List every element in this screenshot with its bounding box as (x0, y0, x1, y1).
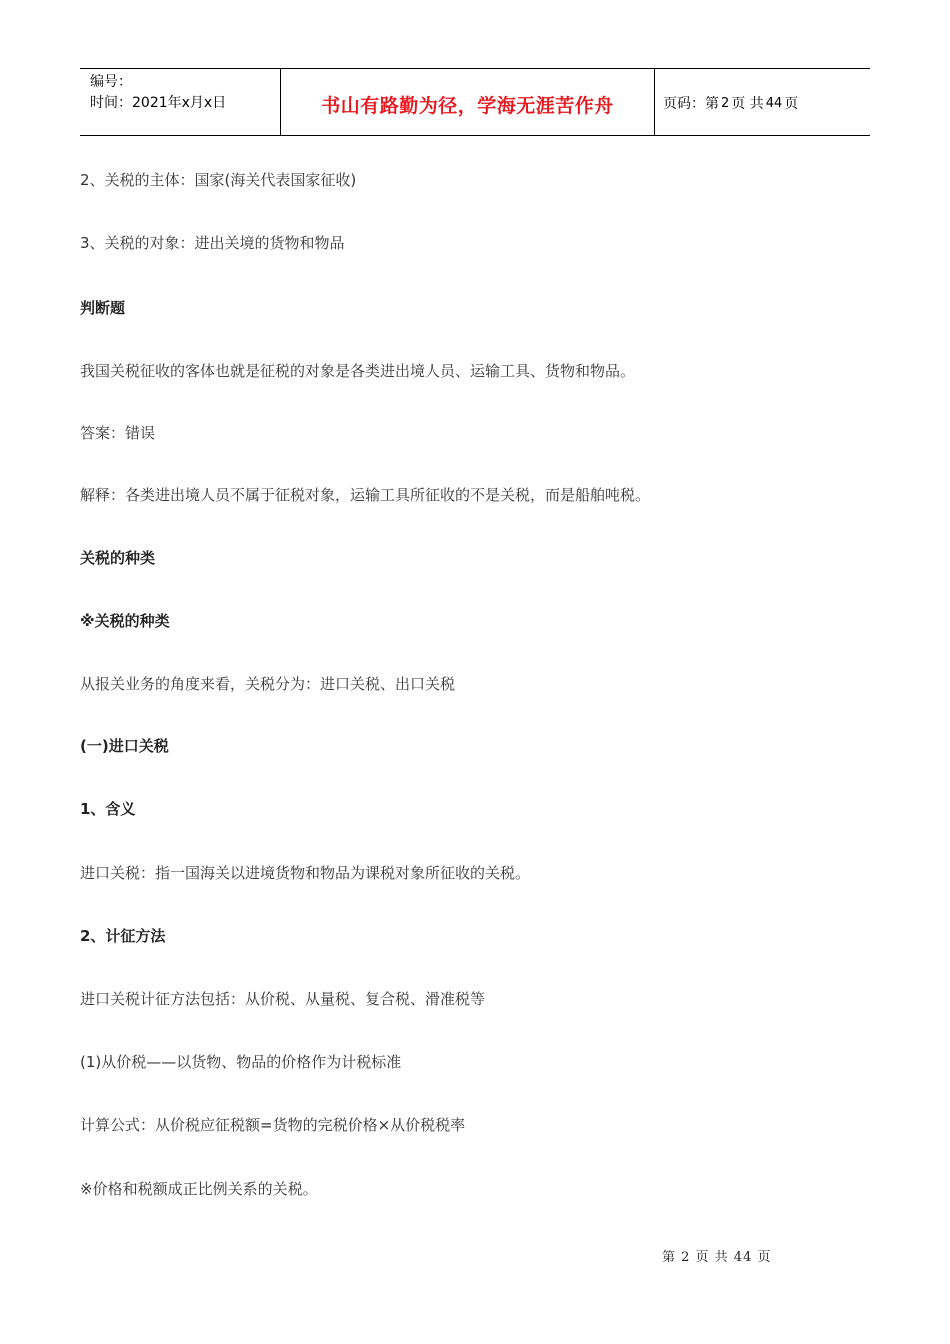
body-paragraph: 2、关税的主体：国家(海关代表国家征收) (80, 171, 357, 189)
body-paragraph: 进口关税：指一国海关以进境货物和物品为课税对象所征收的关税。 (80, 864, 531, 882)
section-heading: 判断题 (80, 299, 126, 317)
document-time: 时间：2021年x月x日 (90, 95, 227, 111)
header-meta-cell (80, 69, 281, 135)
header-page-cell (655, 69, 870, 135)
page-middle: 页 共 (731, 96, 764, 112)
page-prefix: 页码：第 (663, 96, 719, 112)
body-paragraph: 进口关税计征方法包括：从价税、从量税、复合税、滑准税等 (80, 990, 486, 1008)
page-header (80, 68, 870, 136)
section-heading: ※关税的种类 (80, 612, 170, 630)
body-paragraph: 从报关业务的角度来看，关税分为：进口关税、出口关税 (80, 675, 456, 693)
body-paragraph: 计算公式：从价税应征税额=货物的完税价格×从价税税率 (80, 1116, 466, 1134)
section-heading: 1、含义 (80, 800, 136, 818)
page-suffix: 页 (784, 96, 799, 112)
page-footer-number: 第 2 页 共 44 页 (662, 1250, 772, 1265)
body-paragraph: ※价格和税额成正比例关系的关税。 (80, 1180, 318, 1198)
header-motto-cell (281, 69, 655, 135)
body-paragraph: 3、关税的对象：进出关境的货物和物品 (80, 234, 345, 252)
body-paragraph: (1)从价税——以货物、物品的价格作为计税标准 (80, 1053, 402, 1071)
header-motto: 书山有路勤为径，学海无涯苦作舟 (321, 94, 614, 117)
page-total: 44 (765, 95, 783, 111)
section-heading: 2、计征方法 (80, 927, 166, 945)
body-paragraph: 解释：各类进出境人员不属于征税对象，运输工具所征收的不是关税，而是船舶吨税。 (80, 486, 651, 504)
body-paragraph: 答案：错误 (80, 424, 156, 442)
section-heading: 关税的种类 (80, 549, 156, 567)
document-number-label: 编号： (90, 74, 132, 90)
page-current: 2 (721, 95, 730, 111)
body-paragraph: 我国关税征收的客体也就是征税的对象是各类进出境人员、运输工具、货物和物品。 (80, 362, 636, 380)
section-heading: (一)进口关税 (80, 737, 169, 755)
